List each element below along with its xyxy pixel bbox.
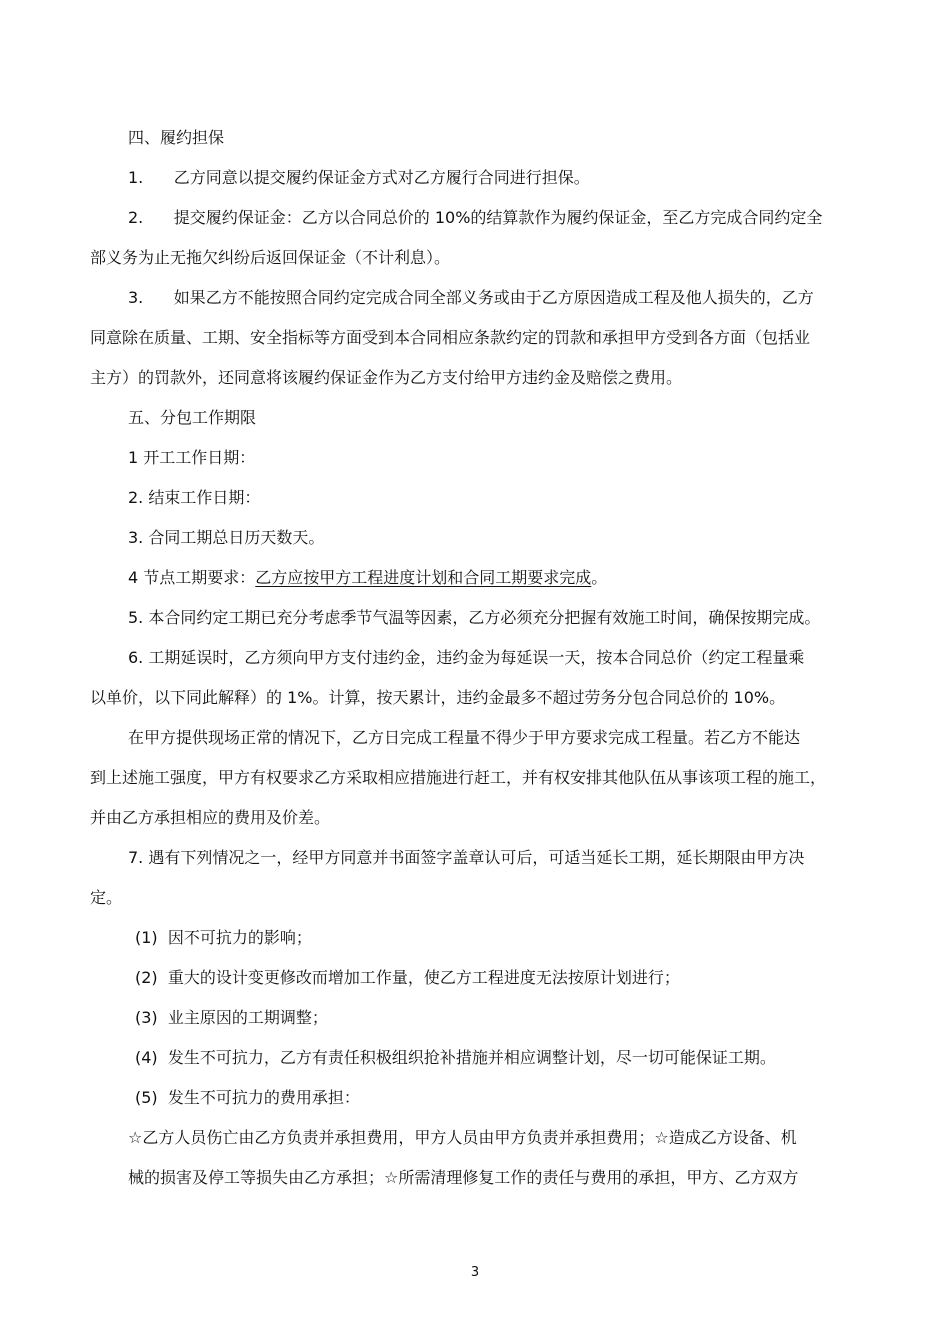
clause-text: 并由乙方承担相应的费用及价差。 <box>90 808 331 827</box>
list-item: (1) 因不可抗力的影响； <box>135 928 312 947</box>
clause-text: 1 开工工作日期： <box>128 448 256 467</box>
clause-label: 4 节点工期要求： <box>128 568 256 587</box>
clause-text: 定。 <box>90 888 123 907</box>
clause-text: 2. 提交履约保证金：乙方以合同总价的 10%的结算款作为履约保证金，至乙方完成合同约定全 <box>128 208 823 227</box>
clause-text: 7. 遇有下列情况之一，经甲方同意并书面签字盖章认可后，可适当延长工期，延长期限由甲方决 <box>128 848 805 867</box>
clause-text: 6. 工期延误时，乙方须向甲方支付违约金，违约金为每延误一天，按本合同总价（约定工程量乘 <box>128 648 805 667</box>
underlined-requirement: 乙方应按甲方工程进度计划和合同工期要求完成 <box>255 568 592 587</box>
clause-text: 主方）的罚款外，还同意将该履约保证金作为乙方支付给甲方违约金及赔偿之费用。 <box>90 368 683 387</box>
clause-text: 到上述施工强度，甲方有权要求乙方采取相应措施进行赶工，并有权安排其他队伍从事该项工程的施工， <box>90 768 827 787</box>
list-item: (3) 业主原因的工期调整； <box>135 1008 328 1027</box>
clause-text: 5. 本合同约定工期已充分考虑季节气温等因素，乙方必须充分把握有效施工时间，确保按期完成。 <box>128 608 821 627</box>
clause-text: 在甲方提供现场正常的情况下，乙方日完成工程量不得少于甲方要求完成工程量。若乙方不能达 <box>128 728 801 747</box>
clause-text: 部义务为止无拖欠纠纷后返回保证金（不计利息）。 <box>90 248 451 267</box>
clause-text: 3. 合同工期总日历天数天。 <box>128 528 325 547</box>
clause-text: 以单价，以下同此解释）的 1%。计算，按天累计，违约金最多不超过劳务分包合同总价的 10%。 <box>90 688 786 707</box>
section-heading-performance-guarantee: 四、履约担保 <box>128 128 225 147</box>
clause-text: 2. 结束工作日期： <box>128 488 261 507</box>
page-number: 3 <box>470 1265 480 1280</box>
list-item: (4) 发生不可抗力，乙方有责任积极组织抢补措施并相应调整计划，尽一切可能保证工期。 <box>135 1048 776 1067</box>
clause-text: 械的损害及停工等损失由乙方承担；☆所需清理修复工作的责任与费用的承担，甲方、乙方双方 <box>128 1168 799 1187</box>
clause-text: 1. 乙方同意以提交履约保证金方式对乙方履行合同进行担保。 <box>128 168 590 187</box>
list-item: (2) 重大的设计变更修改而增加工作量，使乙方工程进度无法按原计划进行； <box>135 968 680 987</box>
clause-end: 。 <box>591 568 608 587</box>
clause-text: ☆乙方人员伤亡由乙方负责并承担费用，甲方人员由甲方负责并承担费用；☆造成乙方设备、机 <box>128 1128 797 1147</box>
clause-text: 同意除在质量、工期、安全指标等方面受到本合同相应条款约定的罚款和承担甲方受到各方面（包括业 <box>90 328 811 347</box>
clause-text: 3. 如果乙方不能按照合同约定完成合同全部义务或由于乙方原因造成工程及他人损失的，乙方 <box>128 288 814 307</box>
list-item: (5) 发生不可抗力的费用承担： <box>135 1088 360 1107</box>
clause-text <box>128 568 607 588</box>
section-heading-work-period: 五、分包工作期限 <box>128 408 257 427</box>
